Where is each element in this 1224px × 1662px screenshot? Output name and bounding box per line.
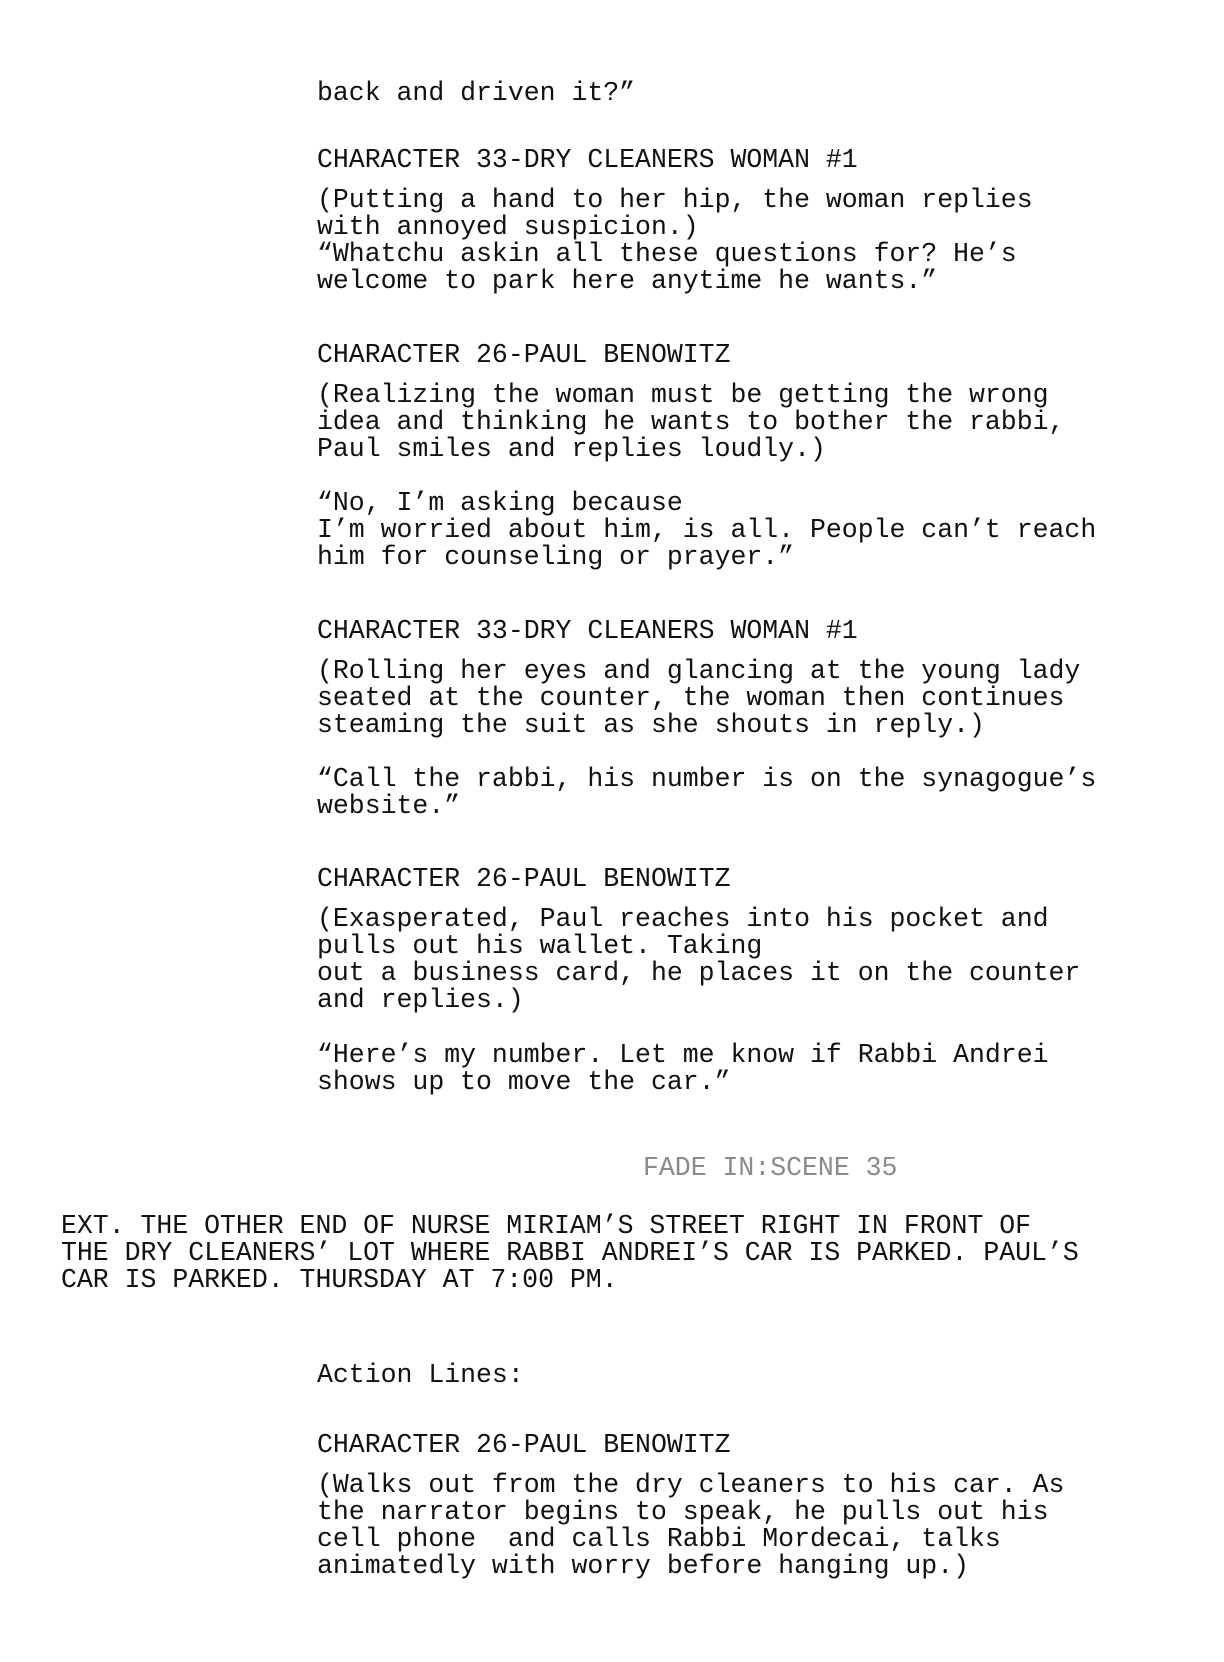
action-lines-label: Action Lines: bbox=[317, 1360, 524, 1390]
scene-heading: EXT. THE OTHER END OF NURSE MIRIAM’S STREET RIGHT IN FRONT OF THE DRY CLEANERS’ LOT WHERE RABBI ANDREI’S CAR IS PARKED. PAUL’S CAR IS PARKED. THURSDAY AT 7:00 PM. bbox=[61, 1211, 1079, 1295]
character-cue: CHARACTER 26-PAUL BENOWITZ bbox=[317, 864, 731, 894]
character-cue: CHARACTER 26-PAUL BENOWITZ bbox=[317, 340, 731, 370]
dialogue: “Here’s my number. Let me know if Rabbi Andrei shows up to move the car.” bbox=[317, 1040, 1049, 1097]
character-cue: CHARACTER 33-DRY CLEANERS WOMAN #1 bbox=[317, 145, 858, 175]
character-cue: CHARACTER 33-DRY CLEANERS WOMAN #1 bbox=[317, 616, 858, 646]
dialogue: “Call the rabbi, his number is on the synagogue’s website.” bbox=[317, 764, 1097, 821]
parenthetical: (Realizing the woman must be getting the wrong idea and thinking he wants to bother the rabbi, Paul smiles and replies loudly.) bbox=[317, 380, 1065, 464]
transition: FADE IN:SCENE 35 bbox=[643, 1153, 898, 1183]
parenthetical: (Rolling her eyes and glancing at the young lady seated at the counter, the woman then continues steaming the suit as she shouts in reply.) bbox=[317, 656, 1081, 740]
parenthetical-dialogue: (Putting a hand to her hip, the woman replies with annoyed suspicion.) “Whatchu askin all these questions for? He’s welcome to park here anytime he wants.” bbox=[317, 185, 1033, 296]
parenthetical: (Exasperated, Paul reaches into his pocket and pulls out his wallet. Taking out a business card, he places it on the counter and replies.) bbox=[317, 904, 1081, 1015]
parenthetical: (Walks out from the dry cleaners to his car. As the narrator begins to speak, he pulls out his cell phone and calls Rabbi Mordecai, talks animatedly with worry before hanging up.) bbox=[317, 1470, 1065, 1581]
dialogue: “No, I’m asking because I’m worried about him, is all. People can’t reach him for counseling or prayer.” bbox=[317, 488, 1097, 572]
character-cue: CHARACTER 26-PAUL BENOWITZ bbox=[317, 1430, 731, 1460]
dialogue-continuation: back and driven it?” bbox=[317, 78, 636, 108]
